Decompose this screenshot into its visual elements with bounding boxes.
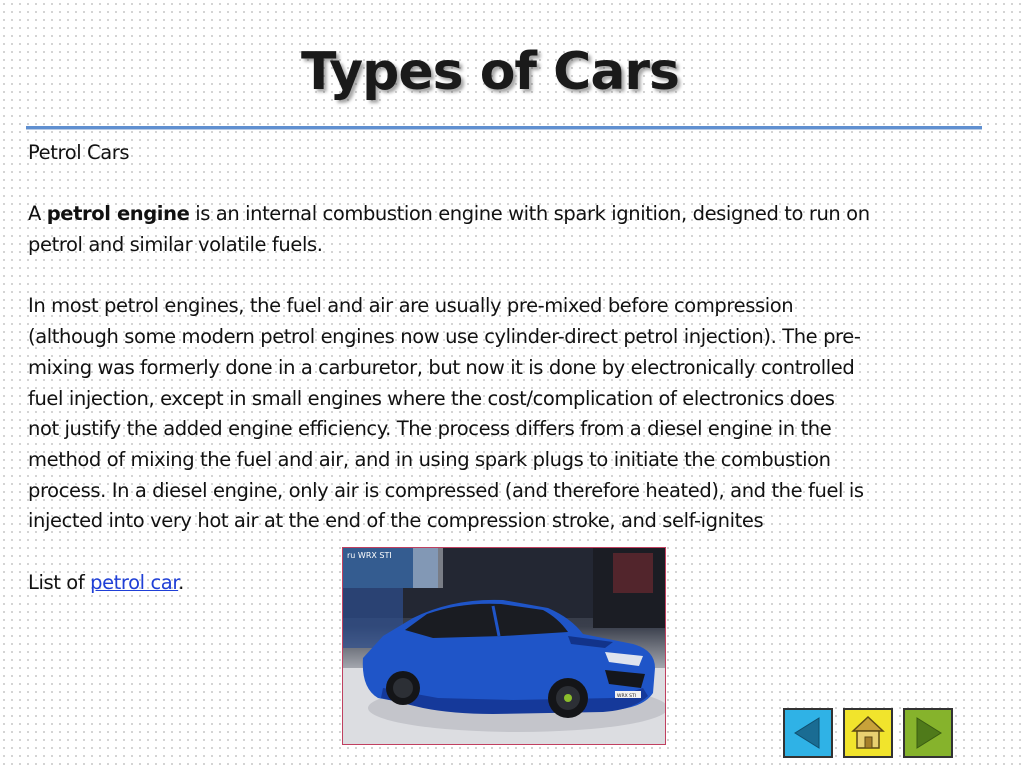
paragraph-intro — [28, 199, 968, 230]
slide-body — [28, 138, 968, 599]
next-slide-button[interactable] — [903, 708, 953, 758]
banner-text: ru WRX STI — [347, 551, 392, 560]
list-suffix: . — [178, 570, 184, 594]
petrol-car-link[interactable]: petrol car — [90, 570, 179, 594]
left-triangle-icon — [785, 710, 831, 756]
paragraph-line: fuel injection, except in small engines where the cost/complication of electronics does — [28, 386, 835, 410]
paragraph-line: not justify the added engine efficiency. The process differs from a diesel engine in the — [28, 417, 832, 441]
paragraph-line: (although some modern petrol engines now use cylinder-direct petrol injection). The pre- — [28, 325, 861, 349]
title-divider — [26, 126, 982, 130]
plate-text: WRX STI — [617, 694, 637, 699]
paragraph-line: injected into very hot air at the end of the compression stroke, and self-ignites — [28, 509, 764, 533]
right-triangle-icon — [905, 710, 951, 756]
prev-slide-button[interactable] — [783, 708, 833, 758]
house-icon — [845, 710, 891, 756]
intro-prefix: A — [28, 202, 47, 226]
paragraph-line: method of mixing the fuel and air, and in using spark plugs to initiate the combustion — [28, 448, 831, 471]
home-button[interactable] — [843, 708, 893, 758]
intro-rest: is an internal combustion engine with spark ignition, designed to run on — [189, 202, 870, 226]
list-prefix: List of — [28, 570, 91, 594]
bold-term: petrol engine — [46, 202, 190, 226]
paragraph-line: In most petrol engines, the fuel and air are usually pre-mixed before compression — [28, 294, 794, 318]
subheading: Petrol Cars — [28, 141, 130, 164]
paragraph-line: mixing was formerly done in a carburetor, but now it is done by electronically controlled — [28, 355, 855, 379]
slide-title: Types of Cars — [300, 42, 680, 102]
paragraph-line: process. In a diesel engine, only air is compressed (and therefore heated), and the fuel is — [28, 478, 864, 502]
car-photo — [342, 547, 666, 745]
paragraph-intro-line2: petrol and similar volatile fuels. — [28, 233, 323, 257]
